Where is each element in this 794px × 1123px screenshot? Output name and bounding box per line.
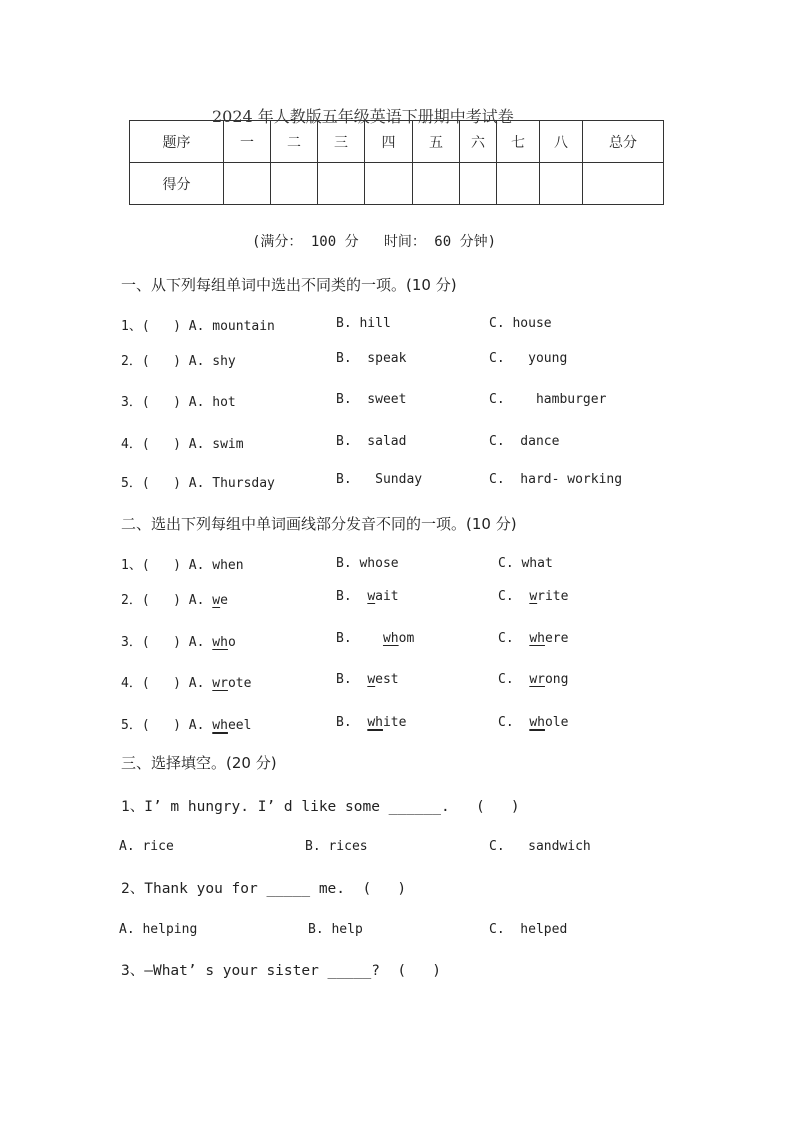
score-entry-cell: [460, 163, 497, 205]
section-3-heading: 三、选择填空。(20 分): [121, 754, 277, 772]
score-table: [129, 120, 664, 205]
s1-q1-b: B. hill: [336, 316, 391, 331]
s2-q3-c: C. where: [498, 631, 569, 646]
score-table-header-row: [130, 121, 664, 163]
score-row-label: 得分: [130, 163, 224, 205]
score-cell: 八: [540, 121, 583, 163]
s2-q4-a: 4．( ) A. wrote: [121, 676, 252, 691]
score-cell: 总分: [583, 121, 664, 163]
s1-q3-c: C. hamburger: [489, 392, 607, 407]
score-entry-cell: [365, 163, 413, 205]
score-entry-cell: [497, 163, 540, 205]
s1-q5-b: B. Sunday: [336, 472, 423, 487]
score-cell: 三: [318, 121, 365, 163]
score-cell: 四: [365, 121, 413, 163]
s2-q1-a: 1、( ) A. when: [121, 558, 244, 573]
s3-q2-b: B. help: [308, 922, 363, 937]
s3-q1-c: C. sandwich: [489, 839, 591, 854]
s1-q3-a: 3．( ) A. hot: [121, 395, 236, 410]
score-entry-cell: [318, 163, 365, 205]
s2-q5-c: C. whole: [498, 715, 569, 730]
score-cell: 题序: [130, 121, 224, 163]
section-2-heading: 二、选出下列每组中单词画线部分发音不同的一项。(10 分): [121, 515, 517, 533]
s3-q2-a: A. helping: [119, 922, 198, 937]
s1-q4-b: B. salad: [336, 434, 407, 449]
s1-q2-b: B. speak: [336, 351, 407, 366]
s3-q3: 3、—What’ s your sister _____? ( ): [121, 963, 442, 979]
score-table-score-row: [130, 163, 664, 205]
exam-info: (满分： 100 分 时间： 60 分钟): [252, 234, 497, 250]
s3-q2-c: C. helped: [489, 922, 568, 937]
s1-q4-c: C. dance: [489, 434, 560, 449]
exam-title: 2024 年人教版五年级英语下册期中考试卷: [212, 107, 514, 126]
s2-q3-b: B. whom: [336, 631, 415, 646]
s2-q5-b: B. white: [336, 715, 407, 730]
s2-q1-c: C. what: [498, 556, 553, 571]
score-entry-cell: [271, 163, 318, 205]
s2-q5-a: 5．( ) A. wheel: [121, 718, 252, 733]
s2-q2-a: 2．( ) A. we: [121, 593, 228, 608]
s3-q1: 1、I’ m hungry. I’ d like some ______. ( ): [121, 799, 520, 815]
s1-q4-a: 4．( ) A. swim: [121, 437, 244, 452]
s2-q1-b: B. whose: [336, 556, 399, 571]
score-cell: 六: [460, 121, 497, 163]
score-cell: 一: [224, 121, 271, 163]
s2-q2-c: C. write: [498, 589, 569, 604]
s2-q4-b: B. west: [336, 672, 399, 687]
score-entry-cell: [224, 163, 271, 205]
s2-q3-a: 3．( ) A. who: [121, 635, 236, 650]
s3-q1-b: B. rices: [305, 839, 368, 854]
s1-q1-a: 1、( ) A. mountain: [121, 319, 275, 334]
score-cell: 七: [497, 121, 540, 163]
s1-q1-c: C. house: [489, 316, 552, 331]
s3-q1-a: A. rice: [119, 839, 174, 854]
section-1-heading: 一、从下列每组单词中选出不同类的一项。(10 分): [121, 276, 457, 294]
s3-q2: 2、Thank you for _____ me. ( ): [121, 881, 407, 897]
score-entry-cell: [540, 163, 583, 205]
score-cell: 五: [413, 121, 460, 163]
s1-q5-c: C. hard- working: [489, 472, 623, 487]
score-entry-cell: [413, 163, 460, 205]
s1-q5-a: 5．( ) A. Thursday: [121, 476, 275, 491]
score-cell: 二: [271, 121, 318, 163]
s1-q2-a: 2．( ) A. shy: [121, 354, 236, 369]
s2-q2-b: B. wait: [336, 589, 399, 604]
s1-q2-c: C. young: [489, 351, 568, 366]
score-entry-cell: [583, 163, 664, 205]
s1-q3-b: B. sweet: [336, 392, 407, 407]
s2-q4-c: C. wrong: [498, 672, 569, 687]
